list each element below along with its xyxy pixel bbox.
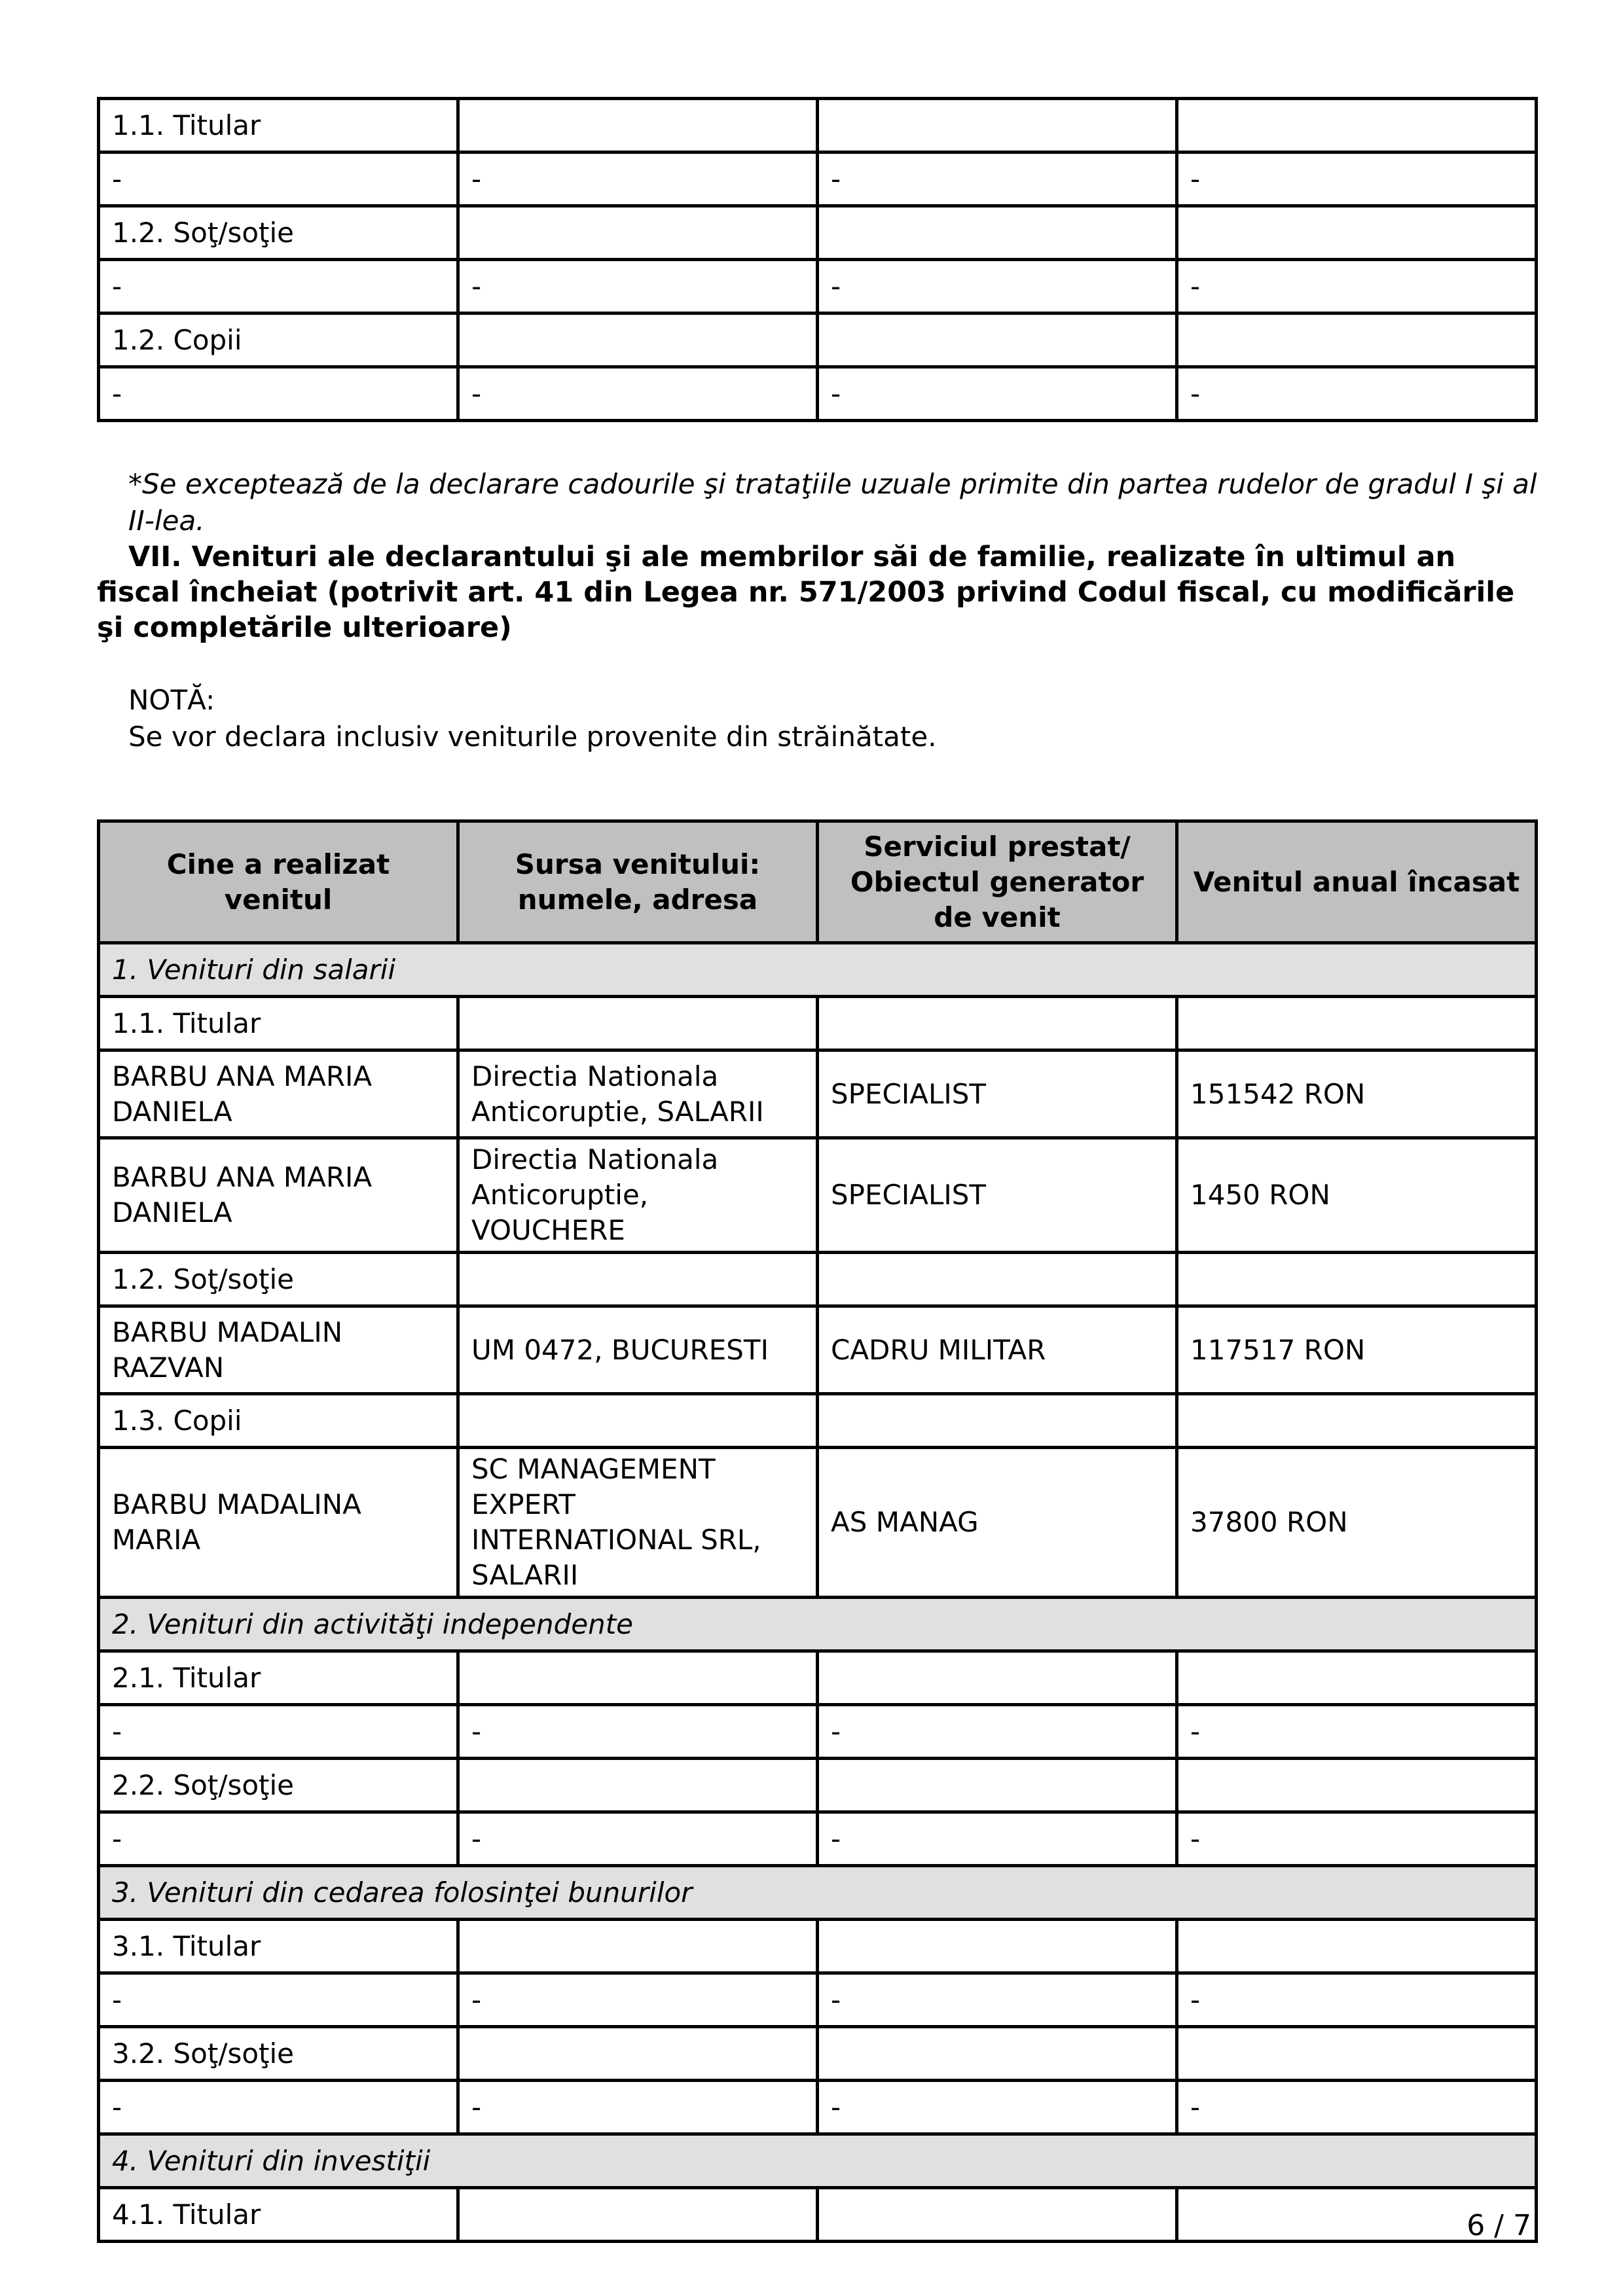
table-cell xyxy=(458,99,818,152)
column-header: Cine a realizat venitul xyxy=(99,821,458,943)
table-cell: - xyxy=(458,1973,818,2027)
table-cell xyxy=(458,1759,818,1812)
table-cell xyxy=(1177,314,1537,367)
table-cell: CADRU MILITAR xyxy=(818,1306,1177,1394)
table-cell: 1.1. Titular xyxy=(99,997,458,1050)
table-cell: - xyxy=(458,260,818,314)
table-cell: SC MANAGEMENT EXPERT INTERNATIONAL SRL, SALARII xyxy=(458,1448,818,1598)
table-cell xyxy=(458,206,818,260)
table-cell xyxy=(458,1651,818,1705)
table-cell xyxy=(1177,1394,1537,1448)
table-cell xyxy=(818,2027,1177,2081)
footnote: *Se exceptează de la declarare cadourile şi trataţiile uzuale primite din partea rudelor de gradul I şi al II-lea. xyxy=(128,468,1537,537)
table-row xyxy=(99,367,1537,421)
table-cell: 1.3. Copii xyxy=(99,1394,458,1448)
table-row xyxy=(99,152,1537,206)
table-cell xyxy=(818,1759,1177,1812)
table-cell xyxy=(818,1651,1177,1705)
section-heading xyxy=(97,539,1537,645)
table-cell: - xyxy=(99,260,458,314)
table-cell: - xyxy=(99,1973,458,2027)
section-row xyxy=(99,1598,1537,1651)
section-label: 2. Venituri din activităţi independente xyxy=(99,1598,1537,1651)
table-cell: - xyxy=(458,367,818,421)
table-cell xyxy=(458,314,818,367)
table-row xyxy=(99,1448,1537,1598)
note-text: Se vor declara inclusiv veniturile provenite din străinătate. xyxy=(128,721,937,753)
column-header: Venitul anual încasat xyxy=(1177,821,1537,943)
table-cell: BARBU MADALIN RAZVAN xyxy=(99,1306,458,1394)
table-cell: - xyxy=(99,2081,458,2134)
table-cell: 1.1. Titular xyxy=(99,99,458,152)
note-label: NOTĂ: xyxy=(128,684,215,716)
table-cell xyxy=(458,1394,818,1448)
table-cell: BARBU ANA MARIA DANIELA xyxy=(99,1050,458,1138)
table-cell xyxy=(818,2188,1177,2242)
family-gifts-table xyxy=(97,97,1538,422)
table-cell xyxy=(818,314,1177,367)
table-cell: - xyxy=(99,367,458,421)
table-cell xyxy=(458,997,818,1050)
table-cell xyxy=(1177,1759,1537,1812)
table-cell: - xyxy=(458,1812,818,1866)
column-header: Serviciul prestat/ Obiectul generator de venit xyxy=(818,821,1177,943)
table-cell xyxy=(1177,206,1537,260)
table-cell: SPECIALIST xyxy=(818,1138,1177,1253)
column-header: Sursa venitului: numele, adresa xyxy=(458,821,818,943)
table-row xyxy=(99,260,1537,314)
table-cell: - xyxy=(818,367,1177,421)
table-row xyxy=(99,1253,1537,1306)
section-label: 4. Venituri din investiţii xyxy=(99,2134,1537,2188)
table-cell: - xyxy=(818,152,1177,206)
table-cell: UM 0472, BUCURESTI xyxy=(458,1306,818,1394)
table-cell: 1.2. Soţ/soţie xyxy=(99,206,458,260)
table-header-row xyxy=(99,821,1537,943)
section-label: 3. Venituri din cedarea folosinţei bunurilor xyxy=(99,1866,1537,1920)
table-cell: - xyxy=(818,1812,1177,1866)
table-row xyxy=(99,1651,1537,1705)
table-row xyxy=(99,1973,1537,2027)
table-row xyxy=(99,997,1537,1050)
table-cell: - xyxy=(818,2081,1177,2134)
table-cell: 151542 RON xyxy=(1177,1050,1537,1138)
table-cell xyxy=(1177,1253,1537,1306)
table-row xyxy=(99,314,1537,367)
table-row xyxy=(99,1394,1537,1448)
table-cell: Directia Nationala Anticoruptie, SALARII xyxy=(458,1050,818,1138)
table-cell: 1.2. Soţ/soţie xyxy=(99,1253,458,1306)
table-cell xyxy=(818,997,1177,1050)
table-cell: 37800 RON xyxy=(1177,1448,1537,1598)
table-row xyxy=(99,1306,1537,1394)
table-cell xyxy=(818,1920,1177,1973)
table-row xyxy=(99,1920,1537,1973)
table-cell: BARBU MADALINA MARIA xyxy=(99,1448,458,1598)
table-row xyxy=(99,206,1537,260)
table-row xyxy=(99,2027,1537,2081)
table-row xyxy=(99,1812,1537,1866)
page-number: 6 / 7 xyxy=(1467,2209,1531,2242)
table-cell: 1450 RON xyxy=(1177,1138,1537,1253)
table-cell: - xyxy=(458,152,818,206)
table-row xyxy=(99,2188,1537,2242)
table-cell: - xyxy=(1177,152,1537,206)
table-cell: Directia Nationala Anticoruptie, VOUCHERE xyxy=(458,1138,818,1253)
table-cell xyxy=(818,206,1177,260)
table-cell: AS MANAG xyxy=(818,1448,1177,1598)
table-cell: - xyxy=(818,1705,1177,1759)
table-cell: - xyxy=(1177,1812,1537,1866)
table-cell xyxy=(818,99,1177,152)
table-cell: - xyxy=(458,2081,818,2134)
table-row xyxy=(99,1759,1537,1812)
table-row xyxy=(99,1705,1537,1759)
table-cell xyxy=(1177,2027,1537,2081)
income-table xyxy=(97,819,1538,2243)
table-row xyxy=(99,1050,1537,1138)
table-cell xyxy=(1177,997,1537,1050)
table-cell: - xyxy=(1177,260,1537,314)
table-cell xyxy=(818,1394,1177,1448)
table-cell xyxy=(818,1253,1177,1306)
table-cell: 117517 RON xyxy=(1177,1306,1537,1394)
table-cell xyxy=(458,1253,818,1306)
table-cell: - xyxy=(1177,367,1537,421)
table-cell xyxy=(1177,1920,1537,1973)
section-heading-text: VII. Venituri ale declarantului şi ale membrilor săi de familie, realizate în ultimul an fiscal încheiat (potrivit art. 41 din Legea nr. 571/2003 privind Codul fiscal, cu modificările şi completările ulterioare) xyxy=(97,541,1515,644)
table-cell: - xyxy=(1177,1705,1537,1759)
table-cell: 4.1. Titular xyxy=(99,2188,458,2242)
note-block xyxy=(128,682,1536,755)
section-row xyxy=(99,2134,1537,2188)
table-row xyxy=(99,2081,1537,2134)
table-cell: BARBU ANA MARIA DANIELA xyxy=(99,1138,458,1253)
table-cell: 2.1. Titular xyxy=(99,1651,458,1705)
table-row xyxy=(99,99,1537,152)
table-cell: - xyxy=(818,260,1177,314)
table-cell: 2.2. Soţ/soţie xyxy=(99,1759,458,1812)
table-cell: SPECIALIST xyxy=(818,1050,1177,1138)
table-cell: 3.1. Titular xyxy=(99,1920,458,1973)
section-label: 1. Venituri din salarii xyxy=(99,943,1537,997)
table-cell: 1.2. Copii xyxy=(99,314,458,367)
table-row xyxy=(99,1138,1537,1253)
table-cell: - xyxy=(458,1705,818,1759)
table-cell: - xyxy=(99,1705,458,1759)
table-cell xyxy=(1177,1651,1537,1705)
table-cell xyxy=(1177,99,1537,152)
table-cell: 3.2. Soţ/soţie xyxy=(99,2027,458,2081)
table-cell xyxy=(458,1920,818,1973)
table-cell: - xyxy=(1177,2081,1537,2134)
section-row xyxy=(99,1866,1537,1920)
section-row xyxy=(99,943,1537,997)
table-cell: - xyxy=(99,152,458,206)
table-cell xyxy=(458,2188,818,2242)
table-cell xyxy=(458,2027,818,2081)
table-cell: - xyxy=(1177,1973,1537,2027)
table-cell: - xyxy=(818,1973,1177,2027)
table-cell: - xyxy=(99,1812,458,1866)
